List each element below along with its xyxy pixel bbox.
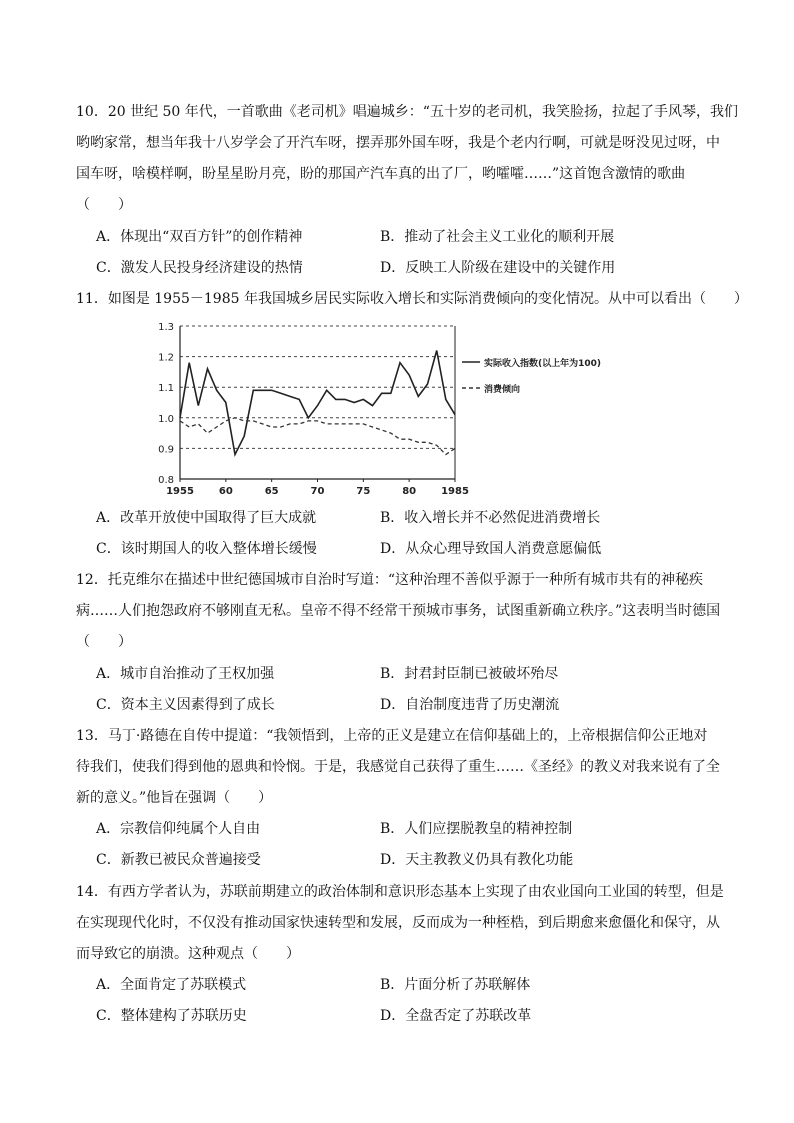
q10-option-c: C．激发人民投身经济建设的热情 (96, 260, 303, 276)
q12-option-b: B．封君封臣制已被破坏殆尽 (380, 666, 559, 682)
q14-line-3: 而导致它的崩溃。这种观点（ ） (76, 946, 300, 962)
chart-axes (158, 322, 469, 497)
q10-line-2: 哟哟家常，想当年我十八岁学会了开汽车呀，摆弄那外国车呀，我是个老内行啊，可就是呀没见过呀，中 (76, 135, 720, 151)
y-tick-label: 1.3 (158, 322, 174, 333)
x-tick-label: 65 (264, 486, 279, 497)
q11-option-b: B．收入增长并不必然促进消费增长 (380, 510, 601, 526)
q11-line-1: 11．如图是 1955－1985 年我国城乡居民实际收入增长和实际消费倾向的变化情况。从中可以看出（ ） (76, 291, 748, 307)
q12-option-d: D．自治制度违背了历史潮流 (380, 697, 560, 713)
x-tick-label: 1985 (441, 486, 469, 497)
x-tick-label: 60 (218, 486, 233, 497)
x-tick-label: 75 (356, 486, 371, 497)
q11-option-c: C．该时期国人的收入整体增长缓慢 (96, 541, 317, 557)
q13-line-3: 新的意义。”他旨在强调（ ） (76, 790, 273, 806)
q13-line-1: 13．马丁·路德在自传中提道：“我领悟到，上帝的正义是建立在信仰基础上的，上帝根据信仰公正地对 (76, 728, 708, 744)
chart-series (180, 351, 455, 455)
q10-option-d: D．反映工人阶级在建设中的关键作用 (380, 260, 616, 276)
income-consumption-chart (150, 314, 650, 499)
series-line-1 (180, 418, 455, 455)
q10-line-1: 10．20 世纪 50 年代，一首歌曲《老司机》唱遍城乡：“五十岁的老司机，我笑脸扬，拉起了手风琴，我们 (76, 104, 738, 120)
q10-option-a: A．体现出“双百方针”的创作精神 (96, 229, 303, 245)
x-tick-label: 70 (310, 486, 325, 497)
q12-option-c: C．资本主义因素得到了成长 (96, 697, 275, 713)
q14-option-d: D．全盘否定了苏联改革 (380, 1008, 532, 1024)
q12-option-a: A．城市自治推动了王权加强 (96, 666, 275, 682)
y-tick-label: 1.0 (158, 413, 174, 425)
q10-line-4: （ ） (76, 197, 132, 213)
q14-option-a: A．全面肯定了苏联模式 (96, 977, 247, 993)
legend-label-1: 消费倾向 (484, 385, 521, 395)
y-tick-label: 0.8 (158, 475, 174, 486)
q13-option-c: C．新教已被民众普遍接受 (96, 852, 261, 868)
q13-option-a: A．宗教信仰纯属个人自由 (96, 821, 261, 837)
q13-line-2: 待我们，使我们得到他的恩典和怜悯。于是，我感觉自己获得了重生……《圣经》的教义对我来说有了全 (76, 759, 720, 775)
q12-line-1: 12．托克维尔在描述中世纪德国城市自治时写道：“这种治理不善似乎源于一种所有城市共有的神秘疾 (76, 572, 703, 588)
q13-option-b: B．人们应摆脱教皇的精神控制 (380, 821, 573, 837)
q14-option-c: C．整体建构了苏联历史 (96, 1008, 247, 1024)
q14-option-b: B．片面分析了苏联解体 (380, 977, 531, 993)
chart-grid (180, 326, 455, 479)
q12-line-3: （ ） (76, 634, 132, 650)
legend-label-0: 实际收入指数(以上年为100) (484, 359, 602, 369)
x-tick-label: 1955 (166, 486, 194, 497)
q10-option-b: B．推动了社会主义工业化的顺利开展 (380, 229, 615, 245)
chart-legend (462, 357, 601, 395)
q11-option-a: A．改革开放使中国取得了巨大成就 (96, 510, 317, 526)
x-tick-label: 80 (402, 486, 417, 497)
y-tick-label: 1.2 (158, 352, 174, 364)
series-line-0 (180, 351, 455, 455)
q12-line-2: 病……人们抱怨政府不够刚直无私。皇帝不得不经常干预城市事务，试图重新确立秩序。”这表明当时德国 (76, 603, 721, 619)
y-tick-label: 1.1 (158, 383, 174, 395)
q11-option-d: D．从众心理导致国人消费意愿偏低 (380, 541, 602, 557)
q14-line-2: 在实现现代化时，不仅没有推动国家快速转型和发展，反而成为一种桎梏，到后期愈来愈僵化和保守，从 (76, 915, 720, 931)
q14-line-1: 14．有西方学者认为，苏联前期建立的政治体制和意识形态基本上实现了由农业国向工业国的转型，但是 (76, 884, 724, 900)
q10-line-3: 国车呀，啥模样啊，盼星星盼月亮，盼的那国产汽车真的出了厂，哟嚯嚯……”这首饱含激情的歌曲 (76, 166, 686, 182)
y-tick-label: 0.9 (158, 444, 174, 456)
q13-option-d: D．天主教教义仍具有教化功能 (380, 852, 574, 868)
